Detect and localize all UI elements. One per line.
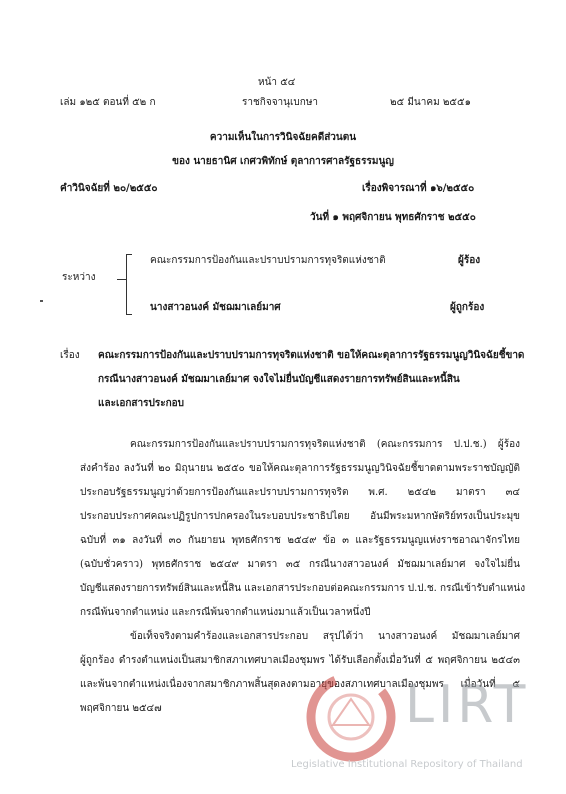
case-number: เรื่องพิจารณาที่ ๑๖/๒๕๕๐: [362, 183, 475, 194]
subject-line-3: และเอกสารประกอบ: [98, 398, 185, 409]
petitioner-name: คณะกรรมการป้องกันและปราบปรามการทุจริตแห่งชาติ: [150, 255, 386, 266]
lirt-brand: LIRT: [405, 675, 530, 735]
paragraph-2-line: พฤศจิกายน ๒๕๔๗: [80, 703, 162, 714]
title-line-1: ความเห็นในการวินิจฉัยคดีส่วนตน: [209, 132, 357, 143]
paragraph-1-line: ฉบับที่ ๓๑ ลงวันที่ ๓๐ กันยายน พุทธศักราช ๒๕๔๙ ข้อ ๓ และรัฐธรรมนูญแห่งราชอาณาจักรไทย: [80, 535, 520, 546]
paragraph-2-line: และพ้นจากตำแหน่งเนื่องจากสมาชิกภาพสิ้นสุดลงตามอายุของสภาเทศบาลเมืองชุมพร เมื่อวันที่ ๕: [80, 679, 520, 690]
gazette-name: ราชกิจจานุเบกษา: [242, 97, 319, 108]
paragraph-1-line: ส่งคำร้อง ลงวันที่ ๒๐ มิถุนายน ๒๕๕๐ ขอให้คณะตุลาการรัฐธรรมนูญวินิจฉัยชี้ขาดตามพระราชบัญญัติ: [80, 463, 520, 474]
paragraph-1-line: ประกอบรัฐธรรมนูญว่าด้วยการป้องกันและปราบปรามการทุจริต พ.ศ. ๒๕๔๒ มาตรา ๓๔: [80, 487, 520, 498]
page-number: หน้า ๕๔: [258, 77, 296, 88]
paragraph-1-line: บัญชีแสดงรายการทรัพย์สินและหนี้สิน และเอกสารประกอบต่อคณะกรรมการ ป.ป.ช. กรณีเข้ารับตำแหน่ง: [80, 583, 526, 594]
ruling-number: คำวินิจฉัยที่ ๒๐/๒๕๕๐: [60, 183, 158, 194]
paragraph-1-line: (ฉบับชั่วคราว) พุทธศักราช ๒๕๔๙ มาตรา ๓๕ กรณีนางสาวอนงค์ มัชฌมาเลย์มาศ จงใจไม่ยื่น: [80, 559, 520, 570]
party-brace: [126, 254, 127, 314]
volume-issue: เล่ม ๑๒๕ ตอนที่ ๕๒ ก: [60, 97, 156, 108]
brace-bottom: [126, 314, 132, 315]
ruling-date: วันที่ ๑ พฤศจิกายน พุทธศักราช ๒๕๕๐: [310, 212, 476, 223]
lirt-caption: Legislative Institutional Repository of Thailand: [291, 759, 523, 770]
petitioner-role: ผู้ร้อง: [458, 255, 481, 266]
lirt-watermark: [287, 669, 562, 779]
margin-mark: [40, 300, 43, 302]
subject-line-2: กรณีนางสาวอนงค์ มัชฌมาเลย์มาศ จงใจไม่ยื่นบัญชีแสดงรายการทรัพย์สินและหนี้สิน: [98, 374, 460, 385]
respondent-role: ผู้ถูกร้อง: [450, 302, 485, 313]
brace-top: [126, 254, 132, 255]
respondent-name: นางสาวอนงค์ มัชฌมาเลย์มาศ: [150, 302, 281, 313]
paragraph-2-line: ผู้ถูกร้อง ดำรงตำแหน่งเป็นสมาชิกสภาเทศบาลเมืองชุมพร ได้รับเลือกตั้งเมื่อวันที่ ๕ พฤศจิกายน ๒๕๔๓: [80, 655, 520, 666]
paragraph-1-line: กรณีพ้นจากตำแหน่ง และกรณีพ้นจากตำแหน่งมาแล้วเป็นเวลาหนึ่งปี: [80, 607, 371, 618]
paragraph-1-line: คณะกรรมการป้องกันและปราบปรามการทุจริตแห่งชาติ (คณะกรรมการ ป.ป.ช.) ผู้ร้อง: [130, 439, 520, 450]
title-line-2: ของ นายธานิศ เกศวพิทักษ์ ตุลาการศาลรัฐธรรมนูญ: [172, 156, 394, 167]
subject-label: เรื่อง: [60, 350, 80, 361]
between-label: ระหว่าง: [62, 272, 96, 283]
brace-tip: [117, 279, 126, 280]
paragraph-1-line: ประกอบประกาศคณะปฏิรูปการปกครองในระบอบประชาธิปไตย อันมีพระมหากษัตริย์ทรงเป็นประมุข: [80, 511, 520, 522]
gazette-date: ๒๕ มีนาคม ๒๕๕๑: [390, 97, 471, 108]
paragraph-2-line: ข้อเท็จจริงตามคำร้องและเอกสารประกอบ สรุปได้ว่า นางสาวอนงค์ มัชฌมาเลย์มาศ: [130, 631, 520, 642]
subject-line-1: คณะกรรมการป้องกันและปราบปรามการทุจริตแห่งชาติ ขอให้คณะตุลาการรัฐธรรมนูญวินิจฉัยชี้ขาด: [98, 350, 525, 361]
